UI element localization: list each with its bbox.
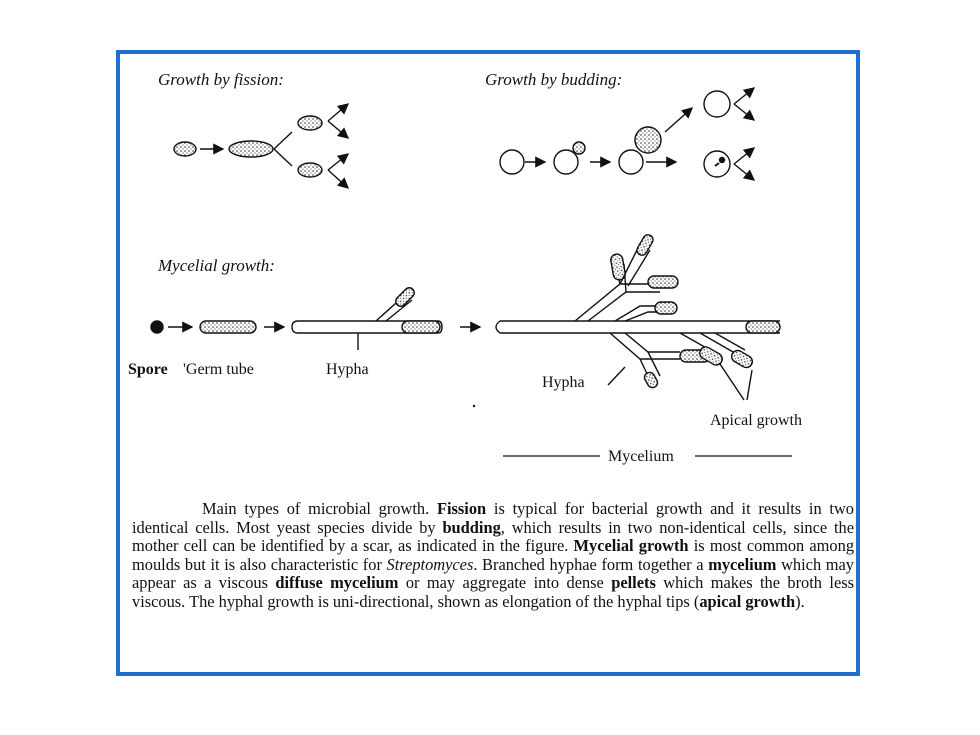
figure-caption: Main types of microbial growth. Fission is typical for bacterial growth and it results in two identical cells. Most yeast species divide by budding, which results in two non-identical cells, since the mother cell can be identified by a scar, as indicated in the figure. Mycelial growth is most common among moulds but it is also characteristic for Streptomyces. Branched hyphae form together a mycelium which may appear as a viscous diffuse mycelium or may aggregate into dense pellets which makes the broth less viscous. The hyphal growth is uni-directional, shown as elongation of the hyphal tips (apical growth). (132, 499, 855, 611)
apical-growth-label: Apical growth (710, 412, 802, 429)
hypha-label-1: Hypha (326, 361, 369, 378)
fission-diagram (174, 104, 348, 188)
growth-diagram (120, 54, 856, 494)
spore-label: Spore (128, 361, 168, 378)
budding-diagram (500, 88, 754, 180)
germ-tube-label: 'Germ tube (183, 361, 254, 378)
mycelial-title: Mycelial growth: (158, 256, 275, 275)
figure-frame (116, 50, 860, 676)
fission-title: Growth by fission: (158, 70, 284, 89)
hypha-label-2: Hypha (542, 374, 585, 391)
budding-title: Growth by budding: (485, 70, 623, 89)
mycelium-label: Mycelium (608, 448, 674, 465)
stray-dot (473, 405, 475, 407)
